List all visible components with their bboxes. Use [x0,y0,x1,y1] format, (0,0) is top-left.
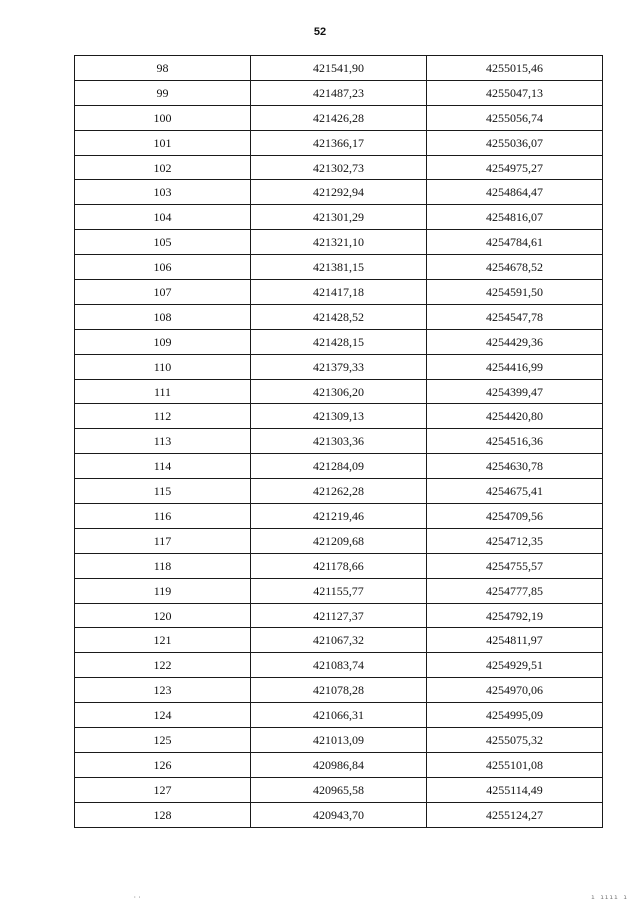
point-number-cell: 116 [75,504,251,529]
table-row [75,578,603,603]
point-number-cell: 101 [75,130,251,155]
table-row [75,553,603,578]
coordinates-table-body [75,56,603,828]
x-coordinate-cell: 421417,18 [251,280,427,305]
y-coordinate-cell: 4254784,61 [427,230,603,255]
y-coordinate-cell: 4255124,27 [427,802,603,827]
y-coordinate-cell: 4254864,47 [427,180,603,205]
point-number-cell: 127 [75,777,251,802]
y-coordinate-cell: 4255075,32 [427,728,603,753]
y-coordinate-cell: 4255015,46 [427,56,603,81]
y-coordinate-cell: 4254678,52 [427,255,603,280]
point-number-cell: 105 [75,230,251,255]
x-coordinate-cell: 420986,84 [251,752,427,777]
x-coordinate-cell: 421155,77 [251,578,427,603]
y-coordinate-cell: 4254811,97 [427,628,603,653]
x-coordinate-cell: 421303,36 [251,429,427,454]
table-row [75,205,603,230]
table-row [75,105,603,130]
y-coordinate-cell: 4255114,49 [427,777,603,802]
x-coordinate-cell: 421366,17 [251,130,427,155]
y-coordinate-cell: 4255047,13 [427,80,603,105]
x-coordinate-cell: 421066,31 [251,703,427,728]
table-row [75,155,603,180]
y-coordinate-cell: 4254675,41 [427,479,603,504]
y-coordinate-cell: 4254929,51 [427,653,603,678]
point-number-cell: 115 [75,479,251,504]
table-row [75,280,603,305]
coordinates-table [74,55,603,828]
table-row [75,304,603,329]
y-coordinate-cell: 4254416,99 [427,354,603,379]
y-coordinate-cell: 4254995,09 [427,703,603,728]
y-coordinate-cell: 4254420,80 [427,404,603,429]
y-coordinate-cell: 4254399,47 [427,379,603,404]
point-number-cell: 117 [75,528,251,553]
x-coordinate-cell: 421541,90 [251,56,427,81]
x-coordinate-cell: 421381,15 [251,255,427,280]
x-coordinate-cell: 421178,66 [251,553,427,578]
table-row [75,802,603,827]
point-number-cell: 106 [75,255,251,280]
x-coordinate-cell: 421013,09 [251,728,427,753]
table-row [75,504,603,529]
x-coordinate-cell: 421284,09 [251,454,427,479]
y-coordinate-cell: 4254591,50 [427,280,603,305]
x-coordinate-cell: 421067,32 [251,628,427,653]
x-coordinate-cell: 421292,94 [251,180,427,205]
x-coordinate-cell: 421127,37 [251,603,427,628]
table-row [75,653,603,678]
table-row [75,479,603,504]
y-coordinate-cell: 4254755,57 [427,553,603,578]
point-number-cell: 123 [75,678,251,703]
x-coordinate-cell: 421306,20 [251,379,427,404]
table-row [75,752,603,777]
table-row [75,255,603,280]
point-number-cell: 128 [75,802,251,827]
point-number-cell: 122 [75,653,251,678]
page-number: 52 [313,26,327,38]
point-number-cell: 125 [75,728,251,753]
x-coordinate-cell: 421078,28 [251,678,427,703]
point-number-cell: 107 [75,280,251,305]
table-row [75,528,603,553]
table-row [75,354,603,379]
x-coordinate-cell: 421428,52 [251,304,427,329]
x-coordinate-cell: 421321,10 [251,230,427,255]
x-coordinate-cell: 421083,74 [251,653,427,678]
x-coordinate-cell: 420943,70 [251,802,427,827]
x-coordinate-cell: 421262,28 [251,479,427,504]
point-number-cell: 126 [75,752,251,777]
x-coordinate-cell: 421426,28 [251,105,427,130]
x-coordinate-cell: 421219,46 [251,504,427,529]
table-row [75,56,603,81]
point-number-cell: 114 [75,454,251,479]
point-number-cell: 109 [75,329,251,354]
x-coordinate-cell: 420965,58 [251,777,427,802]
y-coordinate-cell: 4254547,78 [427,304,603,329]
point-number-cell: 99 [75,80,251,105]
table-row [75,603,603,628]
table-row [75,703,603,728]
y-coordinate-cell: 4254975,27 [427,155,603,180]
footer-mark-right: ı ıııı ı [591,894,628,901]
x-coordinate-cell: 421309,13 [251,404,427,429]
point-number-cell: 108 [75,304,251,329]
table-row [75,404,603,429]
point-number-cell: 102 [75,155,251,180]
point-number-cell: 120 [75,603,251,628]
x-coordinate-cell: 421209,68 [251,528,427,553]
point-number-cell: 110 [75,354,251,379]
y-coordinate-cell: 4254516,36 [427,429,603,454]
table-row [75,180,603,205]
table-row [75,678,603,703]
y-coordinate-cell: 4255036,07 [427,130,603,155]
point-number-cell: 112 [75,404,251,429]
footer-mark-left: ·· [133,894,143,901]
x-coordinate-cell: 421428,15 [251,329,427,354]
table-row [75,379,603,404]
y-coordinate-cell: 4254709,56 [427,504,603,529]
y-coordinate-cell: 4254777,85 [427,578,603,603]
y-coordinate-cell: 4254816,07 [427,205,603,230]
table-row [75,728,603,753]
table-row [75,80,603,105]
point-number-cell: 113 [75,429,251,454]
point-number-cell: 124 [75,703,251,728]
x-coordinate-cell: 421379,33 [251,354,427,379]
point-number-cell: 104 [75,205,251,230]
x-coordinate-cell: 421301,29 [251,205,427,230]
table-row [75,628,603,653]
point-number-cell: 118 [75,553,251,578]
table-row [75,230,603,255]
y-coordinate-cell: 4254429,36 [427,329,603,354]
y-coordinate-cell: 4255101,08 [427,752,603,777]
table-row [75,429,603,454]
y-coordinate-cell: 4254792,19 [427,603,603,628]
table-row [75,329,603,354]
point-number-cell: 103 [75,180,251,205]
point-number-cell: 100 [75,105,251,130]
y-coordinate-cell: 4254970,06 [427,678,603,703]
table-row [75,130,603,155]
point-number-cell: 98 [75,56,251,81]
x-coordinate-cell: 421302,73 [251,155,427,180]
y-coordinate-cell: 4255056,74 [427,105,603,130]
table-row [75,777,603,802]
y-coordinate-cell: 4254630,78 [427,454,603,479]
y-coordinate-cell: 4254712,35 [427,528,603,553]
point-number-cell: 121 [75,628,251,653]
point-number-cell: 119 [75,578,251,603]
point-number-cell: 111 [75,379,251,404]
x-coordinate-cell: 421487,23 [251,80,427,105]
table-row [75,454,603,479]
